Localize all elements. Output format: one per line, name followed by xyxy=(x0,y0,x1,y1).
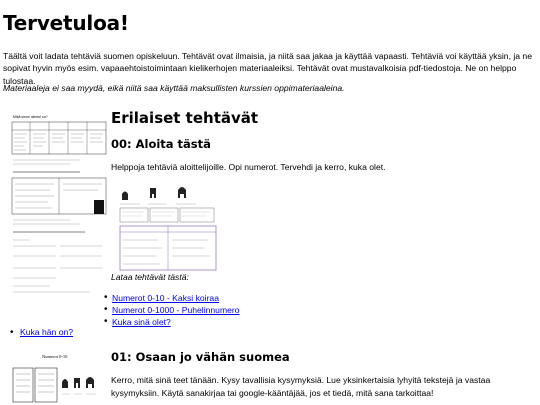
page-title: Tervetuloa! xyxy=(3,11,129,35)
list-item xyxy=(104,292,240,304)
section-00-preview[interactable] xyxy=(118,178,218,273)
thumb-title: Numerot 0-10 xyxy=(42,354,68,359)
list-item xyxy=(104,316,240,328)
link-numerot-0-10[interactable]: Numerot 0-10 - Kaksi koiraa xyxy=(112,293,219,303)
worksheet-thumbnail-numerot[interactable] xyxy=(10,350,108,405)
kuka-han-on-link[interactable]: Kuka hän on? xyxy=(20,327,74,337)
sidebar-link-list xyxy=(10,327,73,339)
link-kuka-sina-olet[interactable]: Kuka sinä olet? xyxy=(112,317,171,328)
list-item xyxy=(10,327,73,339)
worksheet-thumbnail-kuka-han-on[interactable] xyxy=(10,110,108,298)
thumb-heading: Mikä sinun nimesi on? xyxy=(13,115,48,119)
section-00-description: Helppoja tehtäviä aloittelijoille. Opi numerot. Tervehdi ja kerro, kuka olet. xyxy=(111,162,386,172)
list-item xyxy=(104,304,240,316)
download-label: Lataa tehtävät tästä: xyxy=(111,272,189,282)
section-heading: Erilaiset tehtävät xyxy=(111,109,259,127)
worksheet-preview-image xyxy=(10,350,108,405)
worksheet-preview-image xyxy=(10,110,108,298)
download-links xyxy=(104,292,240,328)
worksheet-preview-image xyxy=(118,178,218,273)
usage-note: Materiaaleja ei saa myydä, eikä niitä saa käyttää maksullisten kurssien oppimateriaaleina. xyxy=(3,83,345,93)
section-00-title: 00: Aloita tästä xyxy=(111,137,211,151)
intro-text: Täältä voit ladata tehtäviä suomen opiskeluun. Tehtävät ovat ilmaisia, ja niitä saa jakaa ja käyttää vapaasti. Tehtäviä voi käyttää yksin, ja ne sopivat hyvin myös esim. vapaaehtoistoimintaan kielikerhojen materiaaleiksi. Tehtävät ovat mustavalkoisia pdf-tiedostoja. Ne on helppo tulostaa. xyxy=(3,51,532,86)
section-01-description: Kerro, mitä sinä teet tänään. Kysy tavallisia kysymyksiä. Lue yksinkertaisia lyhyitä tekstejä ja vastaa kysymyksiin. Käytä sanakirjaa tai google-kääntäjää, jos et tiedä, mitä sana tarkoittaa! xyxy=(111,375,491,398)
link-numerot-0-1000[interactable]: Numerot 0-1000 - Puhelinnumero xyxy=(112,305,240,316)
section-01-title: 01: Osaan jo vähän suomea xyxy=(111,350,290,364)
